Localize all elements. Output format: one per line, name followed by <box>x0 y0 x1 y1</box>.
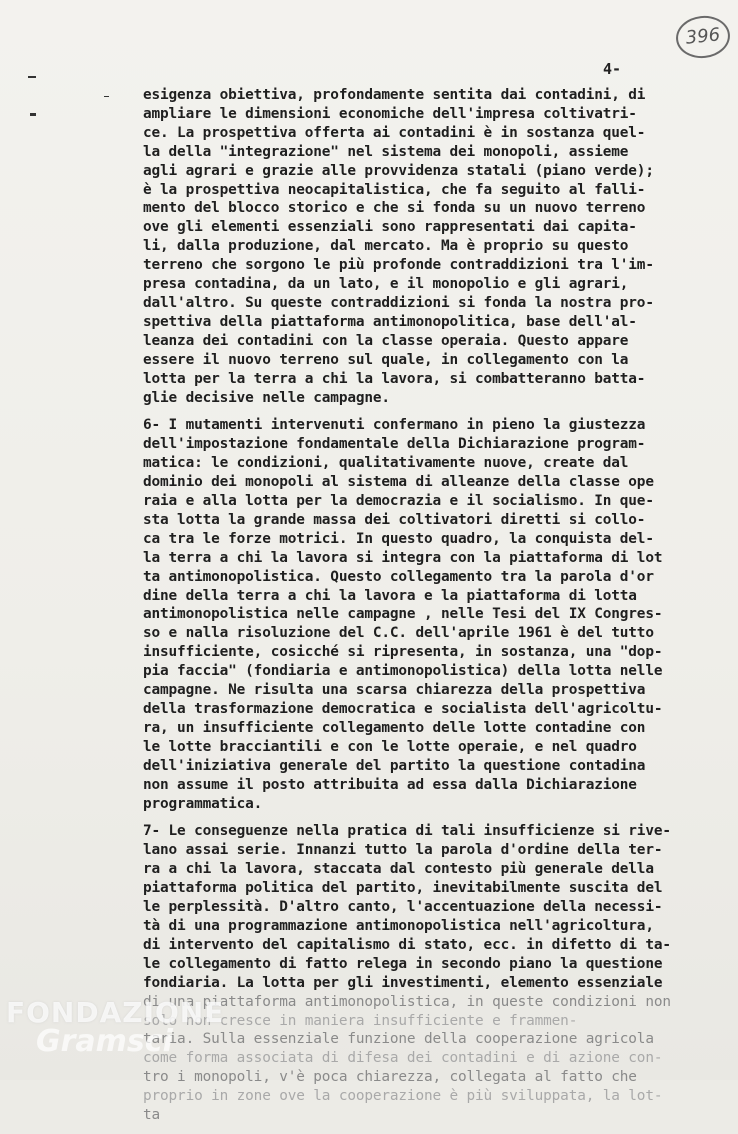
watermark-logo-sub: Gramsci <box>36 1024 173 1059</box>
text-line: 7- Le conseguenze nella pratica di tali insufficienze si rive- <box>143 823 671 840</box>
text-line: matica: le condizioni, qualitativamente nuove, create dal <box>143 455 629 472</box>
text-line: programmatica. <box>143 795 263 812</box>
faded-text-line: taria. Sulla essenziale funzione della cooperazione agricola <box>143 1031 654 1048</box>
text-line: fondiaria. La lotta per gli investimenti, elemento essenziale <box>143 974 663 991</box>
text-line: dine della terra a chi la lavora e la piattaforma di lotta <box>143 587 637 604</box>
watermark-logo: FONDAZIONE <box>6 996 225 1029</box>
text-line: mento del blocco storico e che si fonda su un nuovo terreno <box>143 200 646 217</box>
text-line: di intervento del capitalismo di stato, ecc. in difetto di ta- <box>143 936 671 953</box>
body-text <box>143 86 703 1134</box>
faded-text-line: tro i monopoli, v'è poca chiarezza, collegata al fatto che <box>143 1069 637 1086</box>
text-line: dell'iniziativa generale del partito la questione contadina <box>143 757 646 774</box>
text-line: la della "integrazione" nel sistema dei monopoli, assieme <box>143 143 629 160</box>
text-line: presa contadina, da un lato, e il monopolio e gli agrari, <box>143 276 629 293</box>
text-line: non assume il posto attribuita ad essa dalla Dichiarazione <box>143 776 637 793</box>
text-line: dominio dei monopoli al sistema di alleanze della classe ope <box>143 474 654 491</box>
text-line: insufficiente, cosicché si ripresenta, in sostanza, una "dop- <box>143 644 663 661</box>
text-line: agli agrari e grazie alle provvidenza statali (piano verde); <box>143 162 654 179</box>
text-line: le lotte bracciantili e con le lotte operaie, e nel quadro <box>143 738 637 755</box>
text-line: terreno che sorgono le più profonde contraddizioni tra l'im- <box>143 257 654 274</box>
text-line: tà di una programmazione antimonopolistica nell'agricoltura, <box>143 917 654 934</box>
faded-text-line: ta <box>143 1107 161 1124</box>
margin-mark <box>104 96 109 97</box>
text-line: antimonopolistica nelle campagne , nelle Tesi del IX Congres- <box>143 606 663 623</box>
text-line: ra a chi la lavora, staccata dal contesto più generale della <box>143 861 654 878</box>
text-line: piattaforma politica del partito, inevitabilmente suscita del <box>143 880 663 897</box>
text-line: lano assai serie. Innanzi tutto la parola d'ordine della ter- <box>143 842 663 859</box>
text-line: le collegamento di fatto relega in secondo piano la questione <box>143 955 663 972</box>
page-number: 4- <box>603 60 622 78</box>
text-line: glie decisive nelle campagne. <box>143 389 390 406</box>
text-line: ce. La prospettiva offerta ai contadini è in sostanza quel- <box>143 124 646 141</box>
paragraph-6 <box>143 416 703 813</box>
paragraph-intro <box>143 86 703 407</box>
text-line: campagne. Ne risulta una scarsa chiarezza della prospettiva <box>143 682 646 699</box>
text-line: lotta per la terra a chi la lavora, si combatteranno batta- <box>143 370 646 387</box>
text-line: le perplessità. D'altro canto, l'accentuazione della necessi- <box>143 899 663 916</box>
text-line: spettiva della piattaforma antimonopolitica, base dell'al- <box>143 313 637 330</box>
text-line: sta lotta la grande massa dei coltivatori diretti si collo- <box>143 511 646 528</box>
text-line: è la prospettiva neocapitalistica, che fa seguito al falli- <box>143 181 646 198</box>
text-line: ra, un insufficiente collegamento delle lotte contadine con <box>143 719 646 736</box>
text-line: so e nalla risoluzione del C.C. dell'aprile 1961 è del tutto <box>143 625 654 642</box>
text-line: essere il nuovo terreno sul quale, in collegamento con la <box>143 351 629 368</box>
text-line: la terra a chi la lavora si integra con la piattaforma di lot <box>143 549 663 566</box>
faded-text-line: di una piattaforma antimonopolistica, in queste condizioni non <box>143 993 671 1010</box>
text-line: dell'impostazione fondamentale della Dichiarazione program- <box>143 436 646 453</box>
faded-text-line: proprio in zone ove la cooperazione è più sviluppata, la lot- <box>143 1088 663 1105</box>
text-line: raia e alla lotta per la democrazia e il socialismo. In que- <box>143 493 654 510</box>
text-line: leanza dei contadini con la classe operaia. Questo appare <box>143 332 629 349</box>
margin-mark <box>30 113 36 116</box>
text-line: dall'altro. Su queste contraddizioni si fonda la nostra pro- <box>143 294 654 311</box>
text-line: ta antimonopolistica. Questo collegamento tra la parola d'or <box>143 568 654 585</box>
text-line: della trasformazione democratica e socialista dell'agricoltu- <box>143 701 663 717</box>
text-line: 6- I mutamenti intervenuti confermano in pieno la giustezza <box>143 417 646 434</box>
text-line: pia faccia" (fondiaria e antimonopolistica) della lotta nelle <box>143 663 663 680</box>
text-line: ampliare le dimensioni economiche dell'impresa coltivatri- <box>143 105 637 122</box>
faded-text-line: come forma associata di difesa dei contadini e di azione con- <box>143 1050 663 1067</box>
text-line: ca tra le forze motrici. In questo quadro, la conquista del- <box>143 530 654 547</box>
archive-stamp: 396 <box>674 13 732 60</box>
text-line: esigenza obiettiva, profondamente sentita dai contadini, di <box>143 87 646 103</box>
margin-mark <box>28 76 36 78</box>
text-line: ove gli elementi essenziali sono rappresentati dai capita- <box>143 219 637 236</box>
faded-text-line: solo non cresce in maniera insufficiente e frammen- <box>143 1012 578 1029</box>
text-line: li, dalla produzione, dal mercato. Ma è proprio su questo <box>143 238 629 255</box>
